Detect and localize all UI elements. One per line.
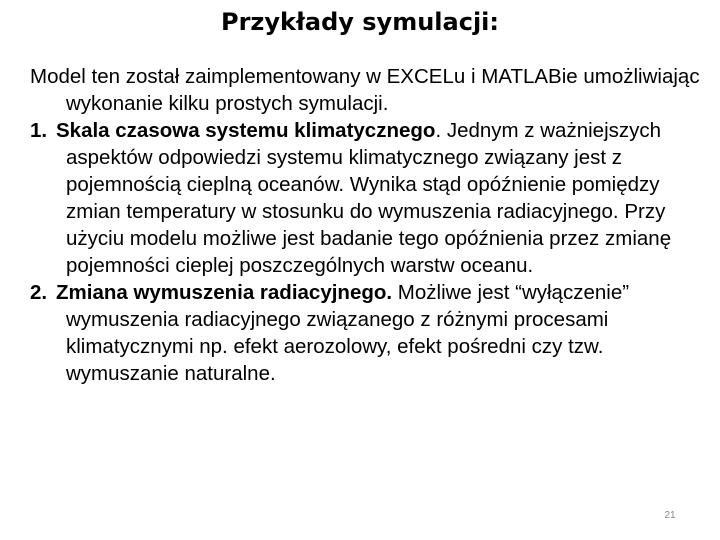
item-2-number: 2. [30, 281, 48, 304]
item-2-heading: Zmiana wymuszenia radiacyjnego. [56, 281, 393, 304]
slide-content [30, 63, 700, 387]
list-item-2 [30, 279, 700, 387]
item-2-body: Możliwe jest “wyłączenie” wymuszenia radiacyjnego związanego z różnymi procesami klimatycznymi np. efekt aerozolowy, efekt pośredni czy tzw. wymuszanie naturalne. [66, 281, 630, 385]
intro-paragraph [30, 63, 700, 117]
intro-text: Model ten został zaimplementowany w EXCELu i MATLABie umożliwiając wykonanie kilku prostych symulacji. [30, 65, 700, 115]
slide-title: Przykłady symulacji: [220, 8, 499, 36]
list-item-1 [30, 117, 700, 279]
item-1-heading: Skala czasowa systemu klimatycznego [56, 119, 436, 142]
page-number: 21 [664, 510, 676, 521]
item-1-number: 1. [30, 119, 48, 142]
item-1-body: Jednym z ważniejszych aspektów odpowiedzi systemu klimatycznego związany jest z pojemnością cieplną oceanów. Wynika stąd opóźnienie pomiędzy zmian temperatury w stosunku do wymuszenia radiacyjnego. Przy użyciu modelu możliwe jest badanie tego opóźnienia przez zmianę pojemności cieplej poszczególnych warstw oceanu. [66, 119, 672, 277]
item-1-separator: . [435, 119, 442, 142]
